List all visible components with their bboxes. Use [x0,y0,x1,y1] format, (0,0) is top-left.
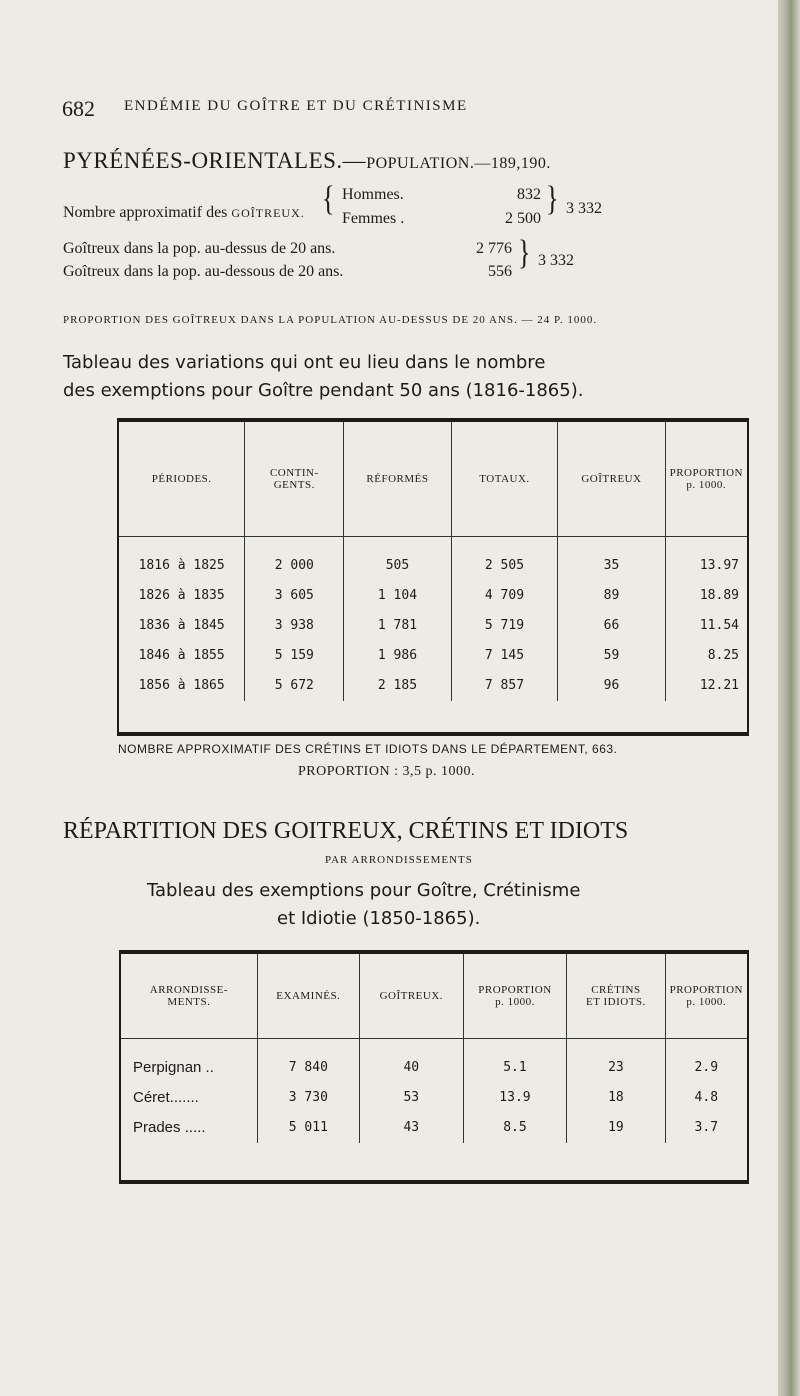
cretins-count-note: NOMBRE APPROXIMATIF DES CRÉTINS ET IDIOTS DANS LE DÉPARTEMENT, 663. [118,742,618,756]
table-cell: 18.89 [665,581,747,611]
table-cell: 7 145 [451,641,558,671]
table-row [121,1038,747,1083]
approx-goitreux-label: Nombre approximatif des GOÎTREUX. [63,204,305,221]
table-cell: 23 [567,1038,665,1083]
table2-caption-line1: Tableau des exemptions pour Goître, Crétinisme [147,880,581,901]
table-cell: 13.97 [665,536,747,581]
table-cell: 1 986 [344,641,451,671]
table-cell: 3 938 [245,611,344,641]
table-row [119,611,747,641]
table-cell: 11.54 [665,611,747,641]
table-cell: 59 [558,641,665,671]
col-periodes: PÉRIODES. [119,422,245,536]
table-cell: 1856 à 1865 [138,678,225,693]
table-cell: Céret....... [133,1089,199,1106]
women-value: 2 500 [505,210,541,227]
table-header-row [121,954,747,1038]
table-row [121,1113,747,1143]
table-cell: 19 [567,1113,665,1143]
col-proportion-goitre: PROPORTION p. 1000. [463,954,566,1038]
table-cell: Perpignan .. [133,1059,214,1076]
table-cell: 12.21 [665,671,747,701]
brace-icon: { [322,178,335,218]
table-cell: 1 104 [344,581,451,611]
table-cell: 1826 à 1835 [138,588,225,603]
table-row [121,1083,747,1113]
brace-icon: } [518,232,531,272]
table1-caption-line2: des exemptions pour Goître pendant 50 ans (1816-1865). [63,380,584,401]
under-20-label: Goîtreux dans la pop. au-dessous de 20 ans. [63,263,344,280]
page-edge [778,0,800,1396]
variations-table [119,422,747,701]
col-proportion: PROPORTION p. 1000. [665,422,747,536]
col-goitreux: GOÎTREUX. [359,954,463,1038]
table2-frame [119,950,749,1184]
section2-title: RÉPARTITION DES GOITREUX, CRÉTINS ET IDIOTS [63,818,629,844]
proportion-line: PROPORTION DES GOÎTREUX DANS LA POPULATION AU-DESSUS DE 20 ANS. — 24 P. 1000. [63,314,598,326]
table-cell: 2 000 [245,536,344,581]
table-cell: 1846 à 1855 [138,648,225,663]
running-title: ENDÉMIE DU GOÎTRE ET DU CRÉTINISME [124,98,468,114]
table-cell: Prades ..... [133,1119,206,1136]
table-cell: 66 [558,611,665,641]
table-cell: 53 [359,1083,463,1113]
table-cell: 3 605 [245,581,344,611]
age-total: 3 332 [538,252,574,269]
table-row [119,536,747,581]
table-cell: 40 [359,1038,463,1083]
table-cell: 2.9 [665,1038,747,1083]
col-goitreux: GOÎTREUX [558,422,665,536]
over-20-value: 2 776 [476,240,512,257]
cretins-proportion: PROPORTION : 3,5 p. 1000. [298,764,475,779]
table-row [119,671,747,701]
table-cell: 5 159 [245,641,344,671]
women-label: Femmes . [342,210,405,227]
table-cell: 8.5 [463,1113,566,1143]
table-cell: 3 730 [257,1083,359,1113]
table-row [119,641,747,671]
table-cell: 43 [359,1113,463,1143]
table-row [119,581,747,611]
table1-frame [117,418,749,736]
page-header [62,96,742,126]
table-cell: 1 781 [344,611,451,641]
table-cell: 3.7 [665,1113,747,1143]
population-figure: POPULATION.—189,190. [366,155,551,172]
table-cell: 8.25 [665,641,747,671]
over-20-label: Goîtreux dans la pop. au-dessus de 20 ans. [63,240,336,257]
col-proportion-cretins: PROPORTION p. 1000. [665,954,747,1038]
col-contingents: CONTIN- GENTS. [245,422,344,536]
section2-subtitle: PAR ARRONDISSEMENTS [325,854,473,866]
table-header-row [119,422,747,536]
table2-caption-line2: et Idiotie (1850-1865). [277,908,481,929]
table-cell: 5 672 [245,671,344,701]
goitreux-total: 3 332 [566,200,602,217]
table-cell: 4.8 [665,1083,747,1113]
arrondissements-table [121,954,747,1143]
table-cell: 18 [567,1083,665,1113]
col-reformes: RÉFORMÉS [344,422,451,536]
col-examines: EXAMINÉS. [257,954,359,1038]
men-value: 832 [517,186,541,203]
table-cell: 4 709 [451,581,558,611]
table1-caption-line1: Tableau des variations qui ont eu lieu dans le nombre [63,352,546,373]
table-cell: 7 840 [257,1038,359,1083]
table-cell: 13.9 [463,1083,566,1113]
table-cell: 2 185 [344,671,451,701]
men-label: Hommes. [342,186,404,203]
col-cretins-idiots: CRÉTINS ET IDIOTS. [567,954,665,1038]
col-totaux: TOTAUX. [451,422,558,536]
under-20-value: 556 [488,263,512,280]
table-cell: 35 [558,536,665,581]
table-cell: 89 [558,581,665,611]
brace-icon: } [546,178,559,218]
table-cell: 96 [558,671,665,701]
col-arrondissements: ARRONDISSE- MENTS. [121,954,257,1038]
table-cell: 5 719 [451,611,558,641]
table-cell: 1836 à 1845 [138,618,225,633]
table-cell: 1816 à 1825 [138,558,225,573]
table-cell: 5.1 [463,1038,566,1083]
table-cell: 2 505 [451,536,558,581]
table-cell: 7 857 [451,671,558,701]
table-cell: 5 011 [257,1113,359,1143]
table-cell: 505 [344,536,451,581]
page-number: 682 [62,96,95,121]
section-title [63,148,551,174]
department-name: PYRÉNÉES-ORIENTALES.— [63,148,367,173]
